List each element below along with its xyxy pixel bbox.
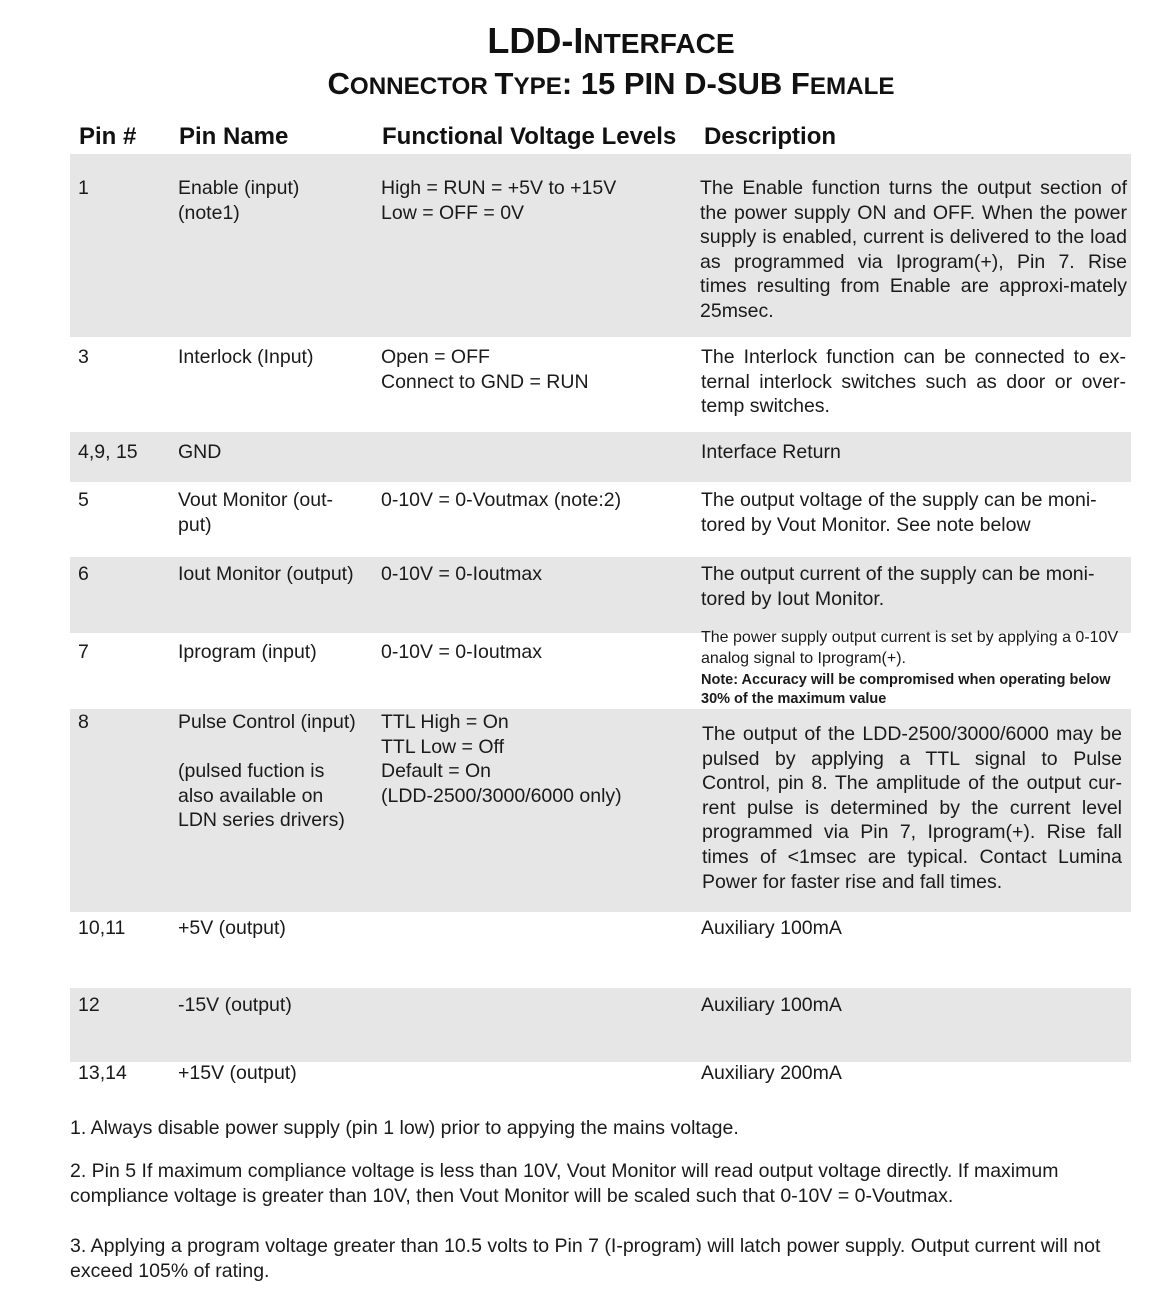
voltage-levels: 0-10V = 0-Ioutmax [381,641,542,663]
pin-name: +15V (output) [178,1062,297,1084]
footnote-2: 2. Pin 5 If maximum compliance voltage is less than 10V, Vout Monitor will read output voltage directly. If maximum compliance voltage is greater than 10V, then Vout Monitor will be scaled such that 0-10V = 0-Voutmax. [70,1160,1059,1207]
pin-number: 13,14 [78,1062,127,1084]
pin-name: GND [178,441,222,463]
pin-name: Vout Monitor (out- put) [178,489,333,536]
voltage-levels: Open = OFF Connect to GND = RUN [381,346,589,393]
pin-number: 6 [78,563,89,585]
table-row [70,1062,1131,1094]
pin-name: +5V (output) [178,917,286,939]
table-row [70,912,1131,988]
pin-number: 3 [78,346,89,368]
table-row [70,988,1131,1062]
pin-description: The Enable function turns the output section of the power supply ON and OFF. When the power supply is enabled, current is delivered to the load as programmed via Iprogram(+), Pin 7. Rise times resulting from Enable are approxi-mately 25msec. [700,177,1127,322]
table-row [70,482,1131,557]
pin-number: 5 [78,489,89,511]
table-row [70,709,1131,912]
pin-description: Auxiliary 100mA [701,917,842,939]
pin-number: 8 [78,711,89,733]
pin-description: Interface Return [701,441,841,463]
pin-description: The Interlock function can be connected to ex-ternal interlock switches such as door or over-temp switches. [701,346,1126,418]
pin-name: Pulse Control (input) (pulsed fuction is also available on LDN series drivers) [178,711,356,832]
pin-number: 7 [78,641,89,663]
table-row [70,337,1131,432]
accuracy-note: Note: Accuracy will be compromised when operating below 30% of the maximum value [701,672,1111,707]
pin-description: The output voltage of the supply can be moni-tored by Vout Monitor. See note below [701,489,1097,536]
pin-name: -15V (output) [178,994,292,1016]
table-row [70,557,1131,633]
header-voltage-levels: Functional Voltage Levels [382,123,677,150]
pin-name: Interlock (Input) [178,346,314,368]
voltage-levels: 0-10V = 0-Voutmax (note:2) [381,489,622,511]
footnote-1: 1. Always disable power supply (pin 1 low) prior to appying the mains voltage. [70,1117,739,1139]
pin-description: Auxiliary 100mA [701,994,842,1016]
pin-name: Iprogram (input) [178,641,317,663]
pin-description: The output of the LDD-2500/3000/6000 may be pulsed by applying a TTL signal to Pulse Control, pin 8. The amplitude of the output cur-rent pulse is determined by the current level programmed via Pin 7, Iprogram(+). Rise fall times of <1msec are typical. Contact Lumina Power for faster rise and fall times. [702,723,1122,893]
voltage-levels: 0-10V = 0-Ioutmax [381,563,542,585]
header-pin-name: Pin Name [179,123,289,150]
pin-name: Enable (input) (note1) [178,177,300,224]
pin-description: The power supply output current is set by applying a 0-10V analog signal to Iprogram(+). [701,629,1119,667]
pin-number: 10,11 [78,917,126,939]
header-description: Description [704,123,837,150]
pin-description: Auxiliary 200mA [701,1062,842,1084]
voltage-levels: High = RUN = +5V to +15V Low = OFF = 0V [381,177,617,224]
page-subtitle: CONNECTOR TYPE: 15 PIN D-SUB FEMALE [327,66,895,101]
table-row [70,432,1131,482]
table-row [70,154,1131,337]
pin-description: The output current of the supply can be moni-tored by Iout Monitor. [701,563,1095,610]
header-pin: Pin # [79,123,137,150]
table-row [70,629,1131,709]
pin-name: Iout Monitor (output) [178,563,354,585]
page-title: LDD-INTERFACE [487,20,735,61]
pin-number: 1 [78,177,89,199]
voltage-levels: TTL High = On TTL Low = Off Default = On (LDD-2500/3000/6000 only) [381,711,622,807]
pin-number: 4,9, 15 [78,441,138,463]
footnote-3: 3. Applying a program voltage greater than 10.5 volts to Pin 7 (I-program) will latch power supply. Output current will not exceed 105% of rating. [70,1235,1101,1282]
pin-number: 12 [78,994,100,1016]
